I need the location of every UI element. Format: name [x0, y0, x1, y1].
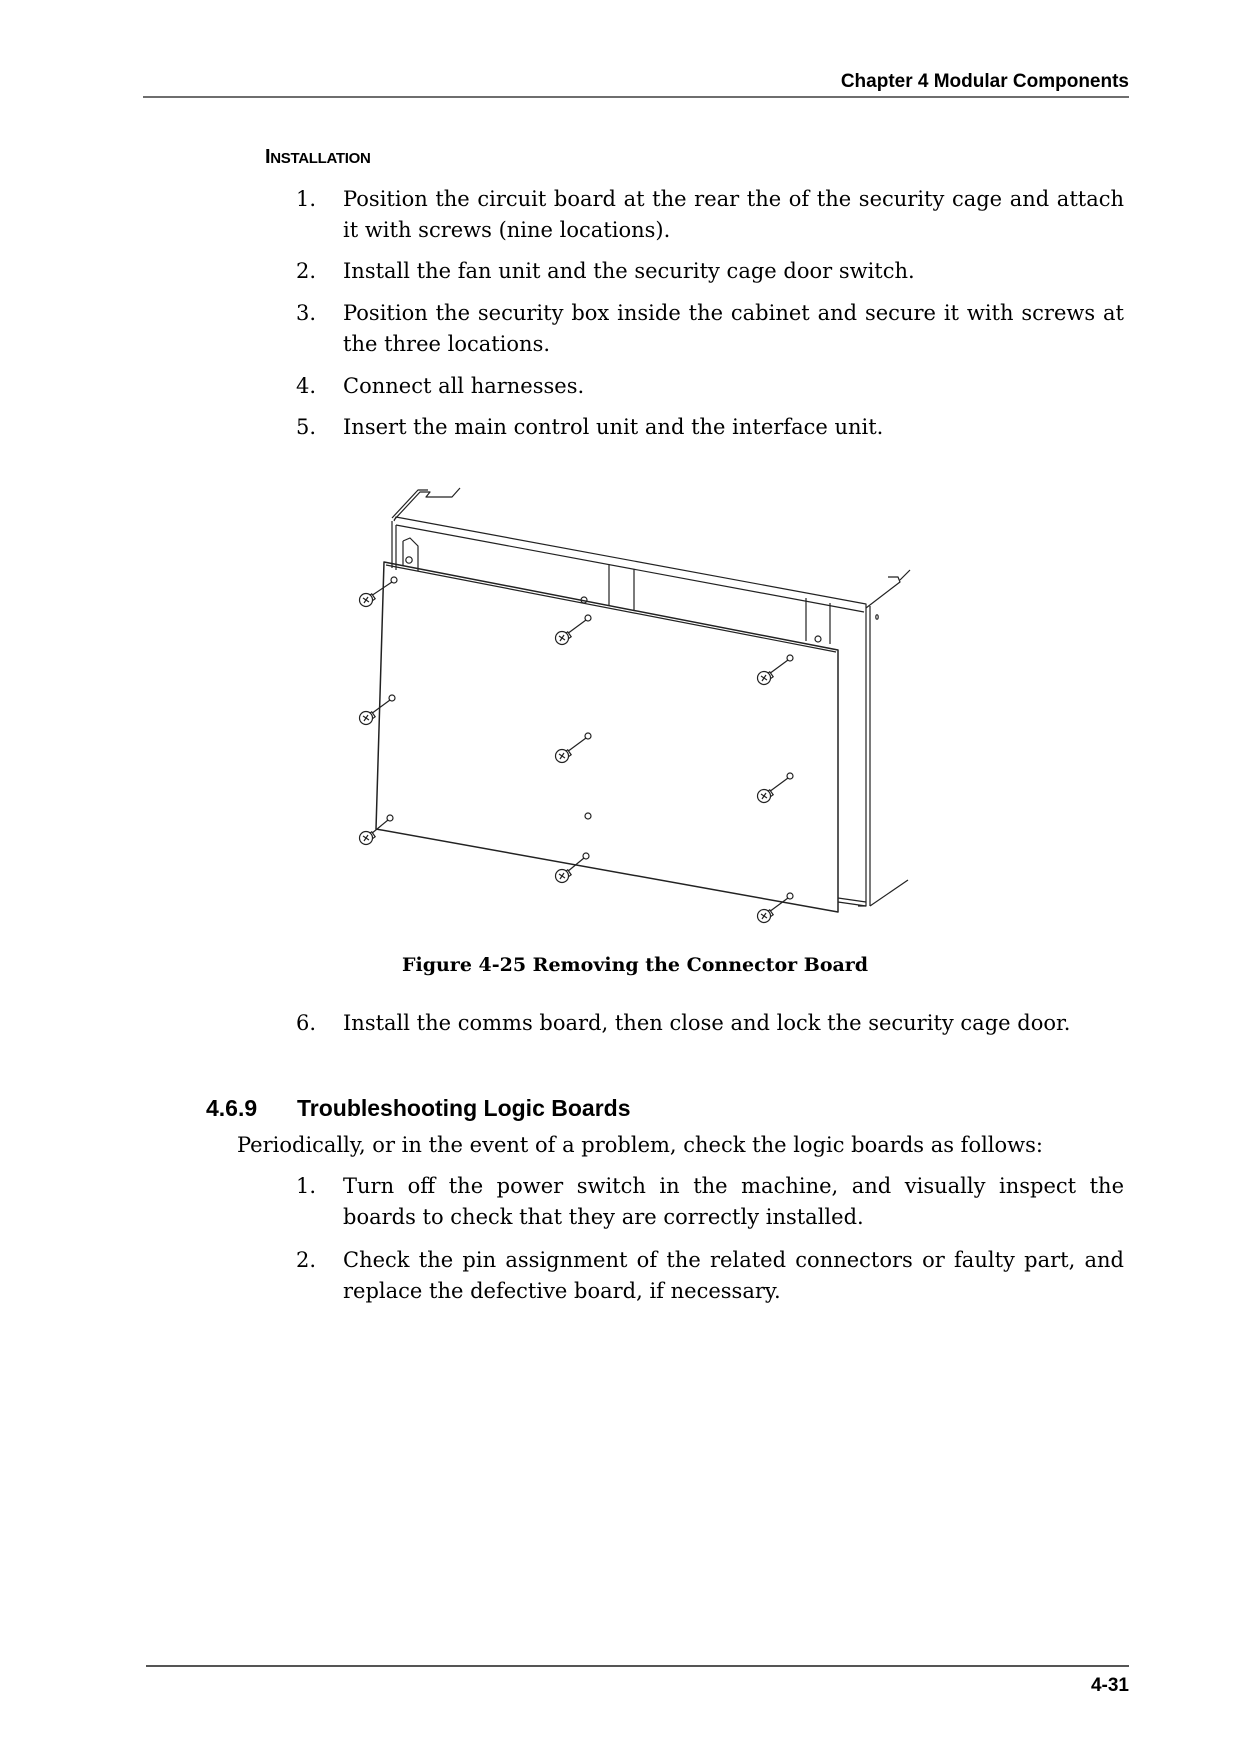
installation-heading-initial: I	[265, 146, 271, 168]
troubleshooting-step	[296, 1245, 1124, 1307]
installation-step	[296, 412, 1124, 443]
installation-step	[296, 1008, 1124, 1039]
section-intro: Periodically, or in the event of a problem, check the logic boards as follows:	[237, 1133, 1043, 1157]
step-text: Install the comms board, then close and lock the security cage door.	[343, 1011, 1071, 1035]
section-title: Troubleshooting Logic Boards	[297, 1095, 631, 1121]
installation-step	[296, 184, 1124, 246]
section-heading	[206, 1095, 631, 1122]
section-number: 4.6.9	[206, 1095, 258, 1121]
step-number: 1.	[296, 187, 317, 211]
page-number: 4-31	[1090, 1675, 1129, 1696]
screw-icon	[360, 695, 396, 725]
cage-top-left-tab	[394, 488, 460, 520]
screw-icon	[556, 853, 590, 883]
header-rule	[143, 96, 1129, 98]
screw-icon	[758, 655, 794, 685]
step-text: Install the fan unit and the security cage door switch.	[343, 259, 915, 283]
screw-icon	[758, 773, 794, 803]
step-text: Check the pin assignment of the related connectors or faulty part, and replace the defective board, if necessary.	[343, 1248, 1124, 1303]
circuit-board-plate	[376, 562, 838, 912]
screw-icon	[556, 733, 592, 763]
step-text: Turn off the power switch in the machine, and visually inspect the boards to check that they are correctly installed.	[343, 1174, 1124, 1229]
troubleshooting-step	[296, 1171, 1124, 1233]
screw-icon	[556, 615, 592, 645]
cage-right-side	[858, 610, 866, 906]
installation-heading-rest: NSTALLATION	[270, 150, 371, 167]
screw-icon	[758, 893, 794, 923]
step-text: Position the circuit board at the rear the of the security cage and attach it with screws (nine locations).	[343, 187, 1124, 242]
running-header-chapter-title: Chapter 4 Modular Components	[840, 71, 1129, 92]
step-number: 4.	[296, 374, 317, 398]
step-number: 5.	[296, 415, 317, 439]
step-number: 3.	[296, 301, 317, 325]
step-text: Position the security box inside the cabinet and secure it with screws at the three locations.	[343, 301, 1124, 356]
footer-rule	[146, 1665, 1129, 1667]
cage-top-edge	[394, 517, 866, 610]
connector-board-figure	[330, 470, 950, 930]
installation-heading	[265, 146, 371, 169]
installation-step	[296, 298, 1124, 360]
figure-caption: Figure 4-25 Removing the Connector Board	[402, 954, 869, 976]
installation-step	[296, 371, 1124, 402]
step-number: 6.	[296, 1011, 317, 1035]
installation-step	[296, 256, 1124, 287]
step-text: Insert the main control unit and the interface unit.	[343, 415, 884, 439]
step-number: 1.	[296, 1174, 317, 1198]
step-number: 2.	[296, 259, 317, 283]
step-number: 2.	[296, 1248, 317, 1272]
step-text: Connect all harnesses.	[343, 374, 585, 398]
screw-icon	[360, 577, 398, 607]
